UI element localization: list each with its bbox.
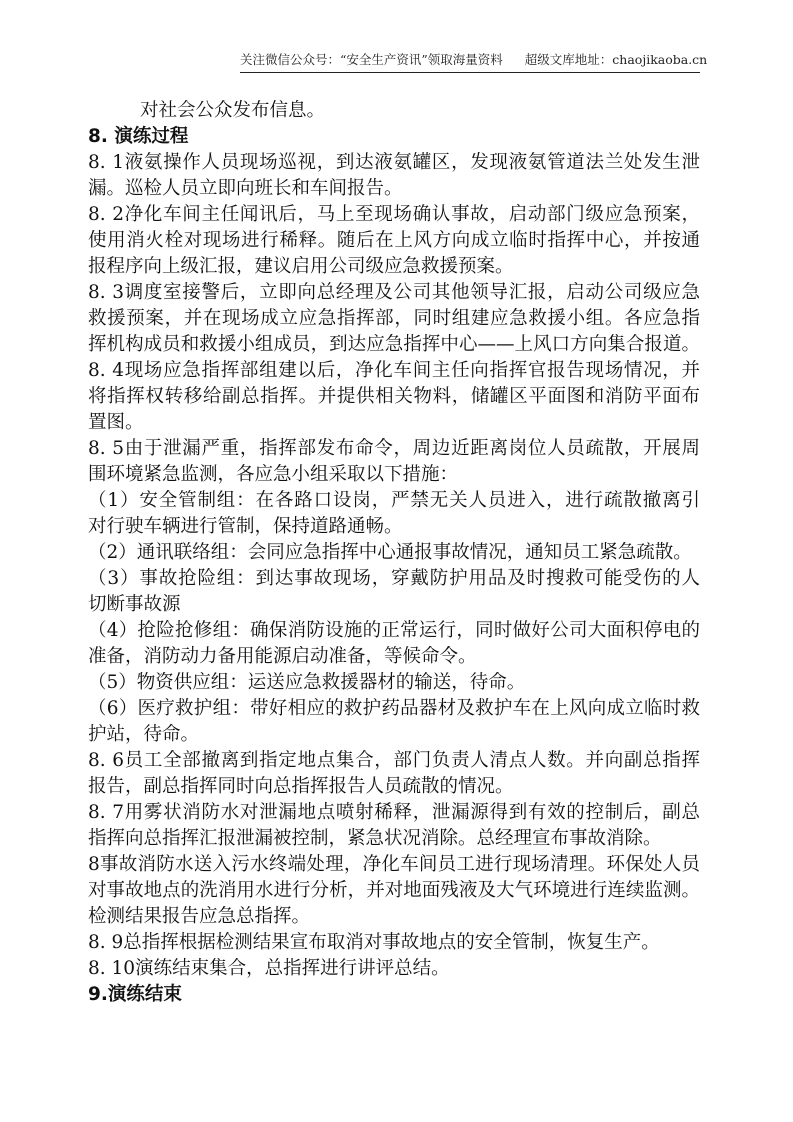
text-line: 对行驶车辆进行管制，保持道路通畅。 (88, 516, 403, 537)
text-line: 8. 6员工全部撤离到指定地点集合，部门负责人清点人数。并向副总指挥 (88, 750, 700, 771)
text-line: （3）事故抢险组：到达事故现场，穿戴防护用品及时搜救可能受伤的人 (88, 568, 700, 589)
text-line: 8. 1液氨操作人员现场巡视，到达液氨罐区，发现液氨管道法兰处发生泄 (88, 152, 700, 173)
text-line: 8. 2净化车间主任闻讯后，马上至现场确认事故，启动部门级应急预案， (88, 204, 700, 225)
section-heading: 9.演练结束 (88, 984, 182, 1005)
text-line: （4）抢险抢修组：确保消防设施的正常运行，同时做好公司大面积停电的 (88, 620, 700, 641)
text-line: 8. 3调度室接警后，立即向总经理及公司其他领导汇报，启动公司级应急 (88, 282, 700, 303)
text-line: 挥机构成员和救援小组成员，到达应急指挥中心——上风口方向集合报道。 (88, 334, 700, 355)
text-line: 8. 5由于泄漏严重，指挥部发布命令，周边近距离岗位人员疏散，开展周 (88, 438, 700, 459)
text-line: 8事故消防水送入污水终端处理，净化车间员工进行现场清理。环保处人员 (88, 854, 700, 875)
text-line: 8. 10演练结束集合，总指挥进行讲评总结。 (88, 958, 450, 979)
text-line: 指挥向总指挥汇报泄漏被控制，紧急状况消除。总经理宣布事故消除。 (88, 828, 662, 849)
header-wechat-notice: 关注微信公众号：“安全生产资讯”领取海量资料 (240, 52, 503, 67)
text-line: 8. 4现场应急指挥部组建以后，净化车间主任向指挥官报告现场情况，并 (88, 360, 700, 381)
text-line: 对事故地点的洗消用水进行分析，并对地面残液及大气环境进行连续监测。 (88, 880, 700, 901)
header-library-address: 超级文库地址：chaojikaoba.cn (524, 52, 708, 67)
text-line: 使用消火栓对现场进行稀释。随后在上风方向成立临时指挥中心，并按通 (88, 230, 700, 251)
text-line: 检测结果报告应急总指挥。 (88, 906, 311, 927)
text-line: 围环境紧急监测，各应急小组采取以下措施： (88, 464, 459, 485)
text-line: 护站，待命。 (88, 724, 200, 745)
section-heading: 8. 演练过程 (88, 126, 189, 147)
text-line: 8. 7用雾状消防水对泄漏地点喷射稀释，泄漏源得到有效的控制后，副总 (88, 802, 700, 823)
text-line: 救援预案，并在现场成立应急指挥部，同时组建应急救援小组。各应急指 (88, 308, 700, 329)
text-line: （1）安全管制组：在各路口设岗，严禁无关人员进入，进行疏散撤离引 (88, 490, 700, 511)
document-body (88, 98, 700, 1008)
text-line: 报程序向上级汇报，建议启用公司级应急救援预案。 (88, 256, 514, 277)
text-line: 切断事故源 (88, 594, 181, 615)
text-line: 漏。巡检人员立即向班长和车间报告。 (88, 178, 403, 199)
page-header (240, 50, 708, 73)
text-line: 报告，副总指挥同时向总指挥报告人员疏散的情况。 (88, 776, 514, 797)
text-line: 准备，消防动力备用能源启动准备，等候命令。 (88, 646, 477, 667)
text-line: 置图。 (88, 412, 144, 433)
text-line: （6）医疗救护组：带好相应的救护药品器材及救护车在上风向成立临时救 (88, 698, 700, 719)
text-line: 将指挥权转移给副总指挥。并提供相关物料，储罐区平面图和消防平面布 (88, 386, 700, 407)
text-line: （5）物资供应组：运送应急救援器材的输送，待命。 (88, 672, 526, 693)
text-line: 对社会公众发布信息。 (140, 100, 326, 121)
text-line: （2）通讯联络组：会同应急指挥中心通报事故情况，通知员工紧急疏散。 (88, 542, 692, 563)
text-line: 8. 9总指挥根据检测结果宣布取消对事故地点的安全管制，恢复生产。 (88, 932, 660, 953)
